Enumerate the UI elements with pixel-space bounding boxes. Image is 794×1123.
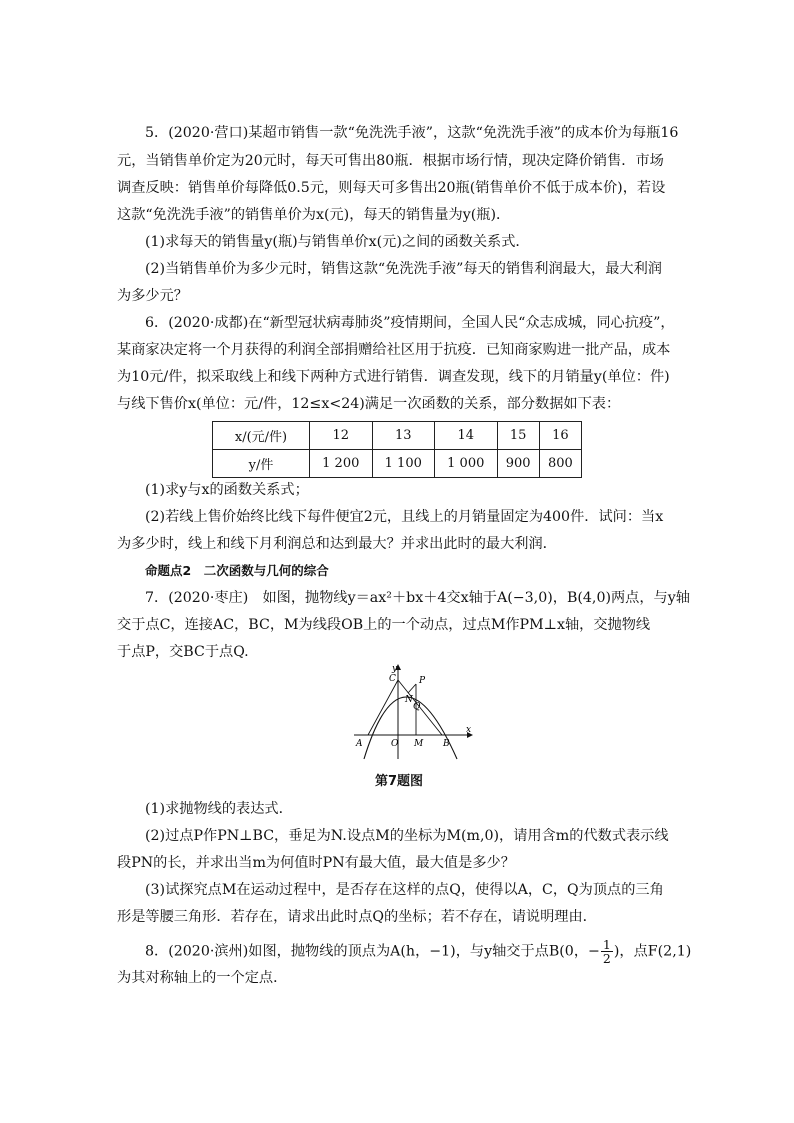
- q6-part-2-line-2: 为多少时，线上和线下月利润总和达到最大？并求出此时的最大利润．: [117, 536, 557, 552]
- q6-line-3: 为10元/件，拟采取线上和线下两种方式进行销售．调查发现，线下的月销量y(单位：件): [117, 369, 670, 385]
- q7-line-2: 交于点C，连接AC，BC，M为线段OB上的一个动点，过点M作PM⊥x轴，交抛物线: [117, 617, 651, 633]
- label-n: N: [405, 695, 413, 705]
- table-cell: 14: [435, 422, 498, 450]
- table-row: [213, 422, 582, 450]
- q5-line-3: 调查反映：销售单价每降低0.5元，则每天可多售出20瓶(销售单价不低于成本价)，若设: [117, 180, 666, 196]
- q5-part-2-line-2: 为多少元？: [117, 288, 188, 304]
- segment-pn: [408, 684, 416, 693]
- q7-part-1: (1)求抛物线的表达式．: [145, 801, 293, 817]
- label-y: y: [392, 664, 398, 674]
- q7-part-2-line-2: 段PN的长，并求出当m为何值时PN有最大值，最大值是多少？: [117, 855, 515, 871]
- q8-line-1-end: )，点F(2,1): [613, 943, 692, 960]
- table-row-header: x/(元/件): [213, 422, 310, 450]
- q5-line-1: 5．(2020·营口)某超市销售一款“免洗洗手液”，这款“免洗洗手液”的成本价为每瓶16: [145, 125, 679, 141]
- q6-line-4: 与线下售价x(单位：元/件，12≤x<24)满足一次函数的关系，部分数据如下表：: [117, 396, 621, 412]
- parabola-curve: [364, 697, 457, 759]
- q5-part-2-line-1: (2)当销售单价为多少元时，销售这款“免洗洗手液”每天的销售利润最大，最大利润: [145, 261, 662, 277]
- q7-line-3: 于点P，交BC于点Q.: [117, 644, 249, 660]
- label-a: A: [356, 739, 363, 749]
- label-b: B: [443, 739, 450, 749]
- q7-part-2-line-1: (2)过点P作PN⊥BC，垂足为N.设点M的坐标为M(m,0)，请用含m的代数式表示线: [145, 828, 669, 844]
- q8-line-2: 为其对称轴上的一个定点．: [117, 970, 288, 986]
- table-cell: 13: [372, 422, 435, 450]
- q7-part-3-line-2: 形是等腰三角形．若存在，请求出此时点Q的坐标；若不存在，请说明理由．: [117, 909, 597, 925]
- table-cell: 1 100: [372, 450, 435, 478]
- fraction-denominator: 2: [602, 951, 611, 966]
- q5-line-4: 这款“免洗洗手液”的销售单价为x(元)，每天的销售量为y(瓶)．: [117, 207, 511, 223]
- q8-line-1-text: 8．(2020·滨州)如图，抛物线的顶点为A(h，−1)，与y轴交于点B(0，−: [145, 943, 600, 960]
- figure-caption: 第7题图: [375, 774, 424, 789]
- table-cell: 12: [310, 422, 373, 450]
- label-p: P: [419, 676, 426, 686]
- q5-part-1: (1)求每天的销售量y(瓶)与销售单价x(元)之间的函数关系式．: [145, 234, 530, 250]
- q6-part-1: (1)求y与x的函数关系式；: [145, 482, 309, 498]
- fraction-numerator: 1: [602, 937, 611, 952]
- table-cell: 16: [539, 422, 581, 450]
- q7-figure: [350, 662, 480, 762]
- q8-line-1: [145, 938, 691, 965]
- q5-line-2: 元，当销售单价定为20元时，每天可售出80瓶．根据市场行情，现决定降价销售．市场: [117, 153, 664, 169]
- q7-part-3-line-1: (3)试探究点M在运动过程中，是否存在这样的点Q，使得以A，C，Q为顶点的三角: [145, 882, 664, 898]
- label-c: C: [389, 674, 396, 684]
- q6-data-table: [212, 421, 582, 478]
- section-heading: 命题点2 二次函数与几何的综合: [145, 563, 329, 578]
- table-row-header: y/件: [213, 450, 310, 478]
- segment-ac: [368, 680, 398, 735]
- table-cell: 15: [497, 422, 539, 450]
- label-q: Q: [413, 702, 421, 712]
- table-cell: 1 000: [435, 450, 498, 478]
- q6-line-1: 6．(2020·成都)在“新型冠状病毒肺炎”疫情期间，全国人民“众志成城，同心抗疫”，: [145, 315, 675, 331]
- table-row: [213, 450, 582, 478]
- q6-part-2-line-1: (2)若线上售价始终比线下每件便宜2元，且线上的月销量固定为400件．试问：当x: [145, 509, 664, 525]
- label-o: O: [391, 739, 399, 749]
- table-cell: 800: [539, 450, 581, 478]
- q7-line-1: 7．(2020·枣庄) 如图，抛物线y＝ax²＋bx＋4交x轴于A(−3,0)，B(4,0)两点，与y轴: [145, 590, 690, 606]
- table-cell: 900: [497, 450, 539, 478]
- q8-fraction: [601, 938, 613, 965]
- label-x: x: [466, 725, 472, 735]
- q6-line-2: 某商家决定将一个月获得的利润全部捐赠给社区用于抗疫．已知商家购进一批产品，成本: [117, 342, 671, 358]
- label-m: M: [414, 739, 424, 749]
- table-cell: 1 200: [310, 450, 373, 478]
